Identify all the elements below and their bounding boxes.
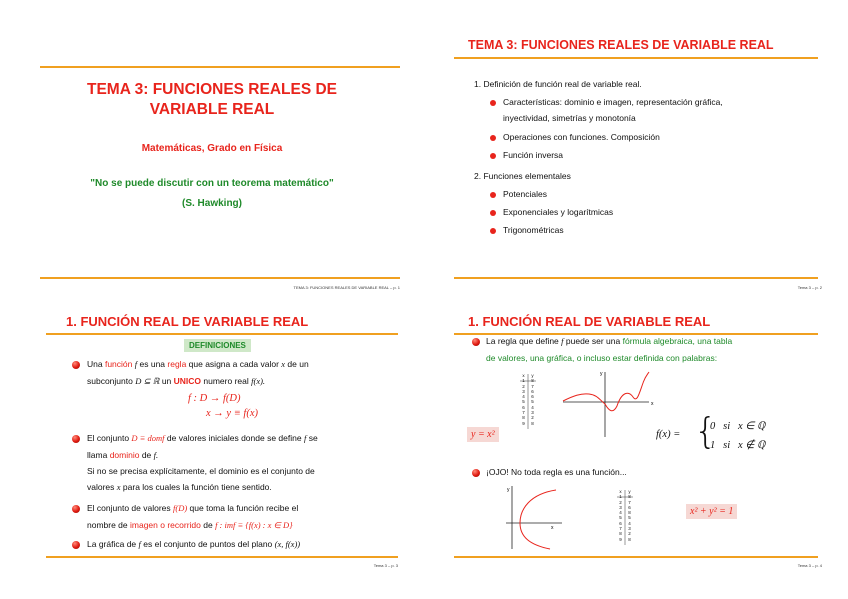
sub-item-2a: Potenciales — [490, 186, 547, 203]
function-graph — [559, 369, 659, 439]
slide-1-title: TEMA 3: FUNCIONES REALES DE VARIABLE REAL — [86, 81, 338, 118]
piecewise-case-1: 0 si x ∈ ℚ — [710, 421, 766, 432]
table-cell-y: y — [628, 489, 631, 494]
bottom-rule — [46, 556, 398, 558]
footer: Tema 3 – p. 2 — [797, 285, 822, 290]
bullet-2: ¡OJO! No toda regla es una función... — [486, 467, 627, 477]
sub-item-1a-cont: inyectividad, simetrías y monotonía — [503, 113, 636, 123]
slide-4-title: 1. FUNCIÓN REAL DE VARIABLE REAL — [468, 314, 711, 329]
bullet-ball-icon — [472, 469, 480, 477]
table-cell-x: 7 — [619, 526, 622, 532]
table-cell-x: 2 — [619, 499, 622, 505]
top-rule — [454, 57, 818, 59]
sub-item-1b: Operaciones con funciones. Composición — [490, 129, 660, 146]
slide-2-title: TEMA 3: FUNCIONES REALES DE VARIABLE REAL — [468, 38, 774, 52]
table-cell-x: 9 — [522, 420, 525, 426]
formula-line-1: f : D → f(D) — [188, 393, 241, 404]
bullet-ball-icon — [72, 541, 80, 549]
table-cell-y: 4 — [531, 404, 534, 410]
bullet-2-line-2: llama dominio de f. — [87, 450, 159, 460]
bullet-icon — [490, 192, 496, 198]
table-cell-y: 8 — [531, 420, 534, 426]
table-cell-y: 7 — [531, 383, 534, 389]
x-axis-label: x — [651, 401, 654, 407]
table-cell-y: 2 — [628, 531, 631, 537]
table-cell-x: 6 — [619, 520, 622, 526]
slide-3 — [0, 300, 424, 599]
table-cell-x: 5 — [619, 515, 622, 521]
sub-item-1a: Características: dominio e imagen, representación gráfica, — [490, 94, 723, 111]
table-cell-x: 1 — [619, 494, 622, 500]
top-rule — [40, 66, 400, 68]
function-curve — [563, 372, 649, 411]
parabola-graph — [504, 483, 564, 551]
table-row — [519, 421, 537, 426]
bullet-icon — [490, 153, 496, 159]
bullet-ball-icon — [72, 435, 80, 443]
table-body — [616, 489, 634, 542]
footer: Tema 3 – p. 3 — [373, 563, 398, 568]
bullet-4-line-1: La gráfica de f es el conjunto de puntos del plano (x, f(x)) — [87, 539, 301, 549]
slide-1 — [0, 0, 424, 299]
table-cell-x: 4 — [522, 394, 525, 400]
slide-2 — [424, 0, 848, 299]
bullet-ball-icon — [72, 361, 80, 369]
bullet-ball-icon — [472, 338, 480, 346]
bullet-icon — [490, 228, 496, 234]
table-cell-y: 5 — [531, 399, 534, 405]
bullet-2-line-3: Si no se precisa explícitamente, el dominio es el conjunto de — [87, 466, 315, 476]
definitions-badge: DEFINICIONES — [184, 339, 251, 352]
table-cell-x: 6 — [522, 404, 525, 410]
table-row — [616, 537, 634, 542]
piecewise-brace: { — [694, 411, 717, 452]
sideways-parabola — [520, 490, 556, 549]
bullet-icon — [490, 100, 496, 106]
bullet-3-line-2: nombre de imagen o recorrido de f : imf ≡ {f(x) : x ∈ D} — [87, 520, 293, 530]
bullet-1-line-2: subconjunto D ⊆ ℝ un UNICO numero real f(x). — [87, 376, 266, 386]
slide-3-title: 1. FUNCIÓN REAL DE VARIABLE REAL — [66, 314, 309, 329]
table-cell-x: 7 — [522, 410, 525, 416]
table-cell-y: 6 — [531, 388, 534, 394]
formula-line-2: x → y ≡ f(x) — [206, 408, 258, 419]
table-cell-y: y — [531, 373, 534, 378]
table-cell-x: 4 — [619, 510, 622, 516]
top-rule — [46, 333, 398, 335]
table-cell-y: 8 — [628, 536, 631, 542]
table-cell-x: 2 — [522, 383, 525, 389]
table-cell-x: x — [619, 489, 622, 494]
table-cell-x: 3 — [522, 388, 525, 394]
y-axis-label: y — [507, 487, 510, 493]
bullet-2-line-4: valores x para los cuales la función tiene sentido. — [87, 482, 272, 492]
bottom-rule — [454, 556, 818, 558]
list-item-1: 1. Definición de función real de variable real. — [474, 79, 642, 89]
slide-1-quote: "No se puede discutir con un teorema matemático" — [90, 178, 334, 189]
sub-item-1c: Función inversa — [490, 147, 563, 164]
table-cell-x: 3 — [619, 504, 622, 510]
bullet-1-line-1: La regla que define f puede ser una fórmula algebraica, una tabla — [486, 336, 733, 346]
bottom-rule — [454, 277, 818, 279]
x-axis-label: x — [551, 525, 554, 531]
table-cell-y: 5 — [628, 515, 631, 521]
table-cell-x: 8 — [522, 415, 525, 421]
values-table-1 — [519, 373, 537, 426]
sub-item-2c: Trigonométricas — [490, 222, 564, 239]
table-cell-y: 7 — [628, 499, 631, 505]
table-cell-x: 1 — [522, 378, 525, 384]
table-cell-y: 3 — [531, 410, 534, 416]
table-cell-y: 2 — [531, 415, 534, 421]
formula-y-x2: y = x² — [467, 427, 499, 442]
values-table-2 — [616, 489, 634, 542]
bullet-1-line-1: Una función f es una regla que asigna a cada valor x de un — [87, 359, 309, 369]
footer: Tema 3 – p. 4 — [797, 563, 822, 568]
table-cell-x: 8 — [619, 531, 622, 537]
y-axis-label: y — [600, 371, 603, 377]
list-item-2: 2. Funciones elementales — [474, 171, 571, 181]
table-cell-x: 5 — [522, 399, 525, 405]
bullet-1-line-2: de valores, una gráfica, o incluso estar definida con palabras: — [486, 353, 718, 363]
bullet-icon — [490, 135, 496, 141]
table-cell-y: 8 — [531, 378, 534, 384]
slide-4 — [424, 300, 848, 599]
table-cell-y: 8 — [628, 510, 631, 516]
bottom-rule — [40, 277, 400, 279]
table-cell-y: 6 — [628, 504, 631, 510]
footer: TEMA 3: FUNCIONES REALES DE VARIABLE REAL – p. 1 — [293, 285, 400, 290]
piecewise-case-2: 1 si x ∉ ℚ — [710, 440, 766, 451]
bullet-ball-icon — [72, 505, 80, 513]
bullet-icon — [490, 210, 496, 216]
table-cell-y: 8 — [628, 494, 631, 500]
table-cell-y: 3 — [628, 526, 631, 532]
bullet-3-line-1: El conjunto de valores f(D) que toma la función recibe el — [87, 503, 299, 513]
bullet-2-line-1: El conjunto D ≡ domf de valores iniciales donde se define f se — [87, 433, 318, 443]
table-cell-x: x — [522, 373, 525, 378]
table-cell-x: 9 — [619, 536, 622, 542]
table-cell-y: 6 — [531, 394, 534, 400]
table-body — [519, 373, 537, 426]
sub-item-2b: Exponenciales y logarítmicas — [490, 204, 613, 221]
slide-1-author: (S. Hawking) — [181, 198, 242, 209]
slide-1-subtitle: Matemáticas, Grado en Física — [141, 143, 283, 154]
table-cell-y: 4 — [628, 520, 631, 526]
piecewise-fx: f(x) = — [656, 429, 681, 440]
formula-circle: x² + y² = 1 — [686, 504, 737, 519]
